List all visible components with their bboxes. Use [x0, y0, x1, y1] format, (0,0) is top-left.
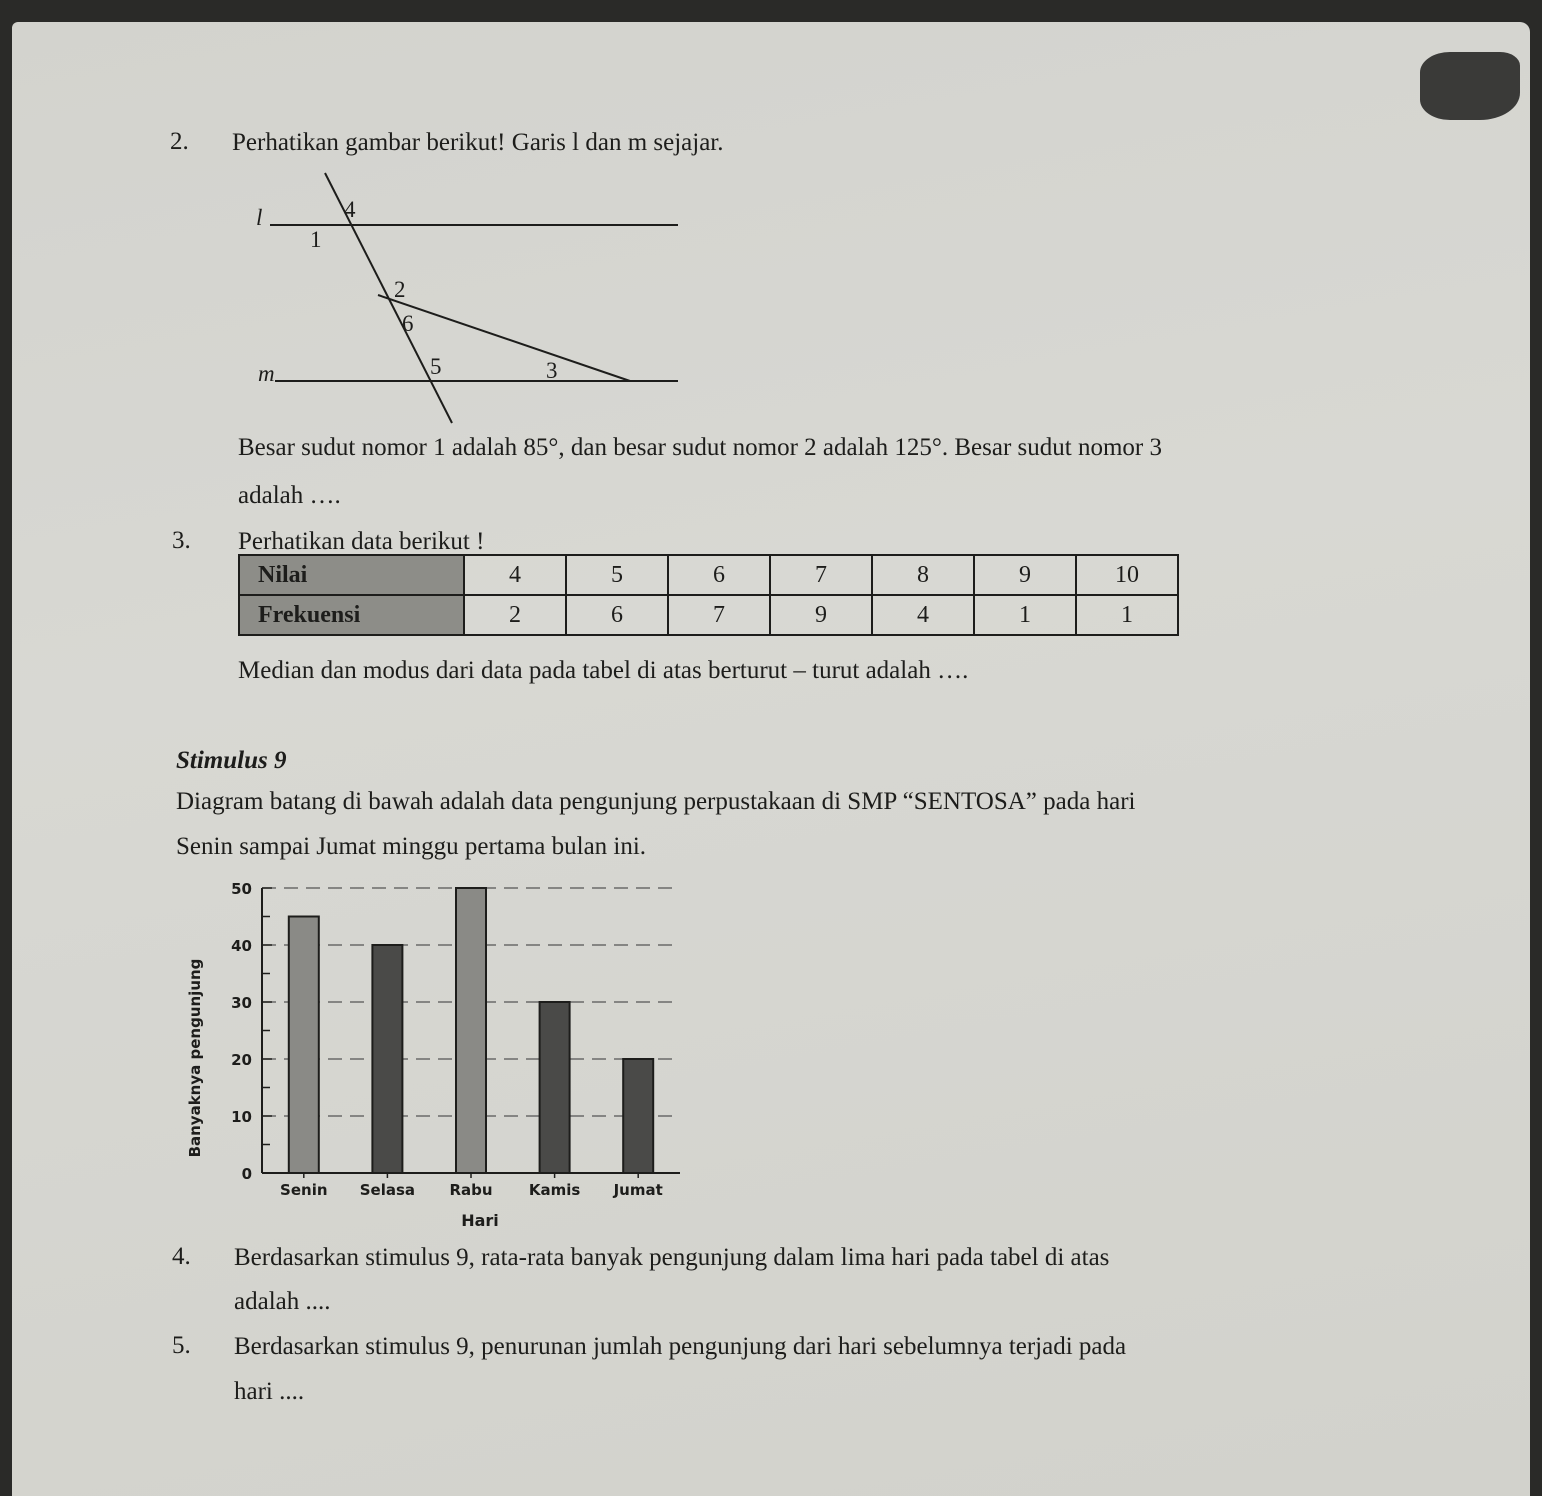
nilai-cell: 4 — [464, 555, 566, 595]
x-tick-label: Senin — [280, 1181, 328, 1199]
frekuensi-cell: 9 — [770, 595, 872, 635]
dark-corner-shape — [1420, 52, 1520, 120]
frekuensi-cell: 4 — [872, 595, 974, 635]
row-label-nilai: Nilai — [239, 555, 464, 595]
frekuensi-cell: 7 — [668, 595, 770, 635]
angle-6-label: 6 — [402, 311, 414, 336]
nilai-cell: 6 — [668, 555, 770, 595]
parallel-lines-figure — [240, 165, 700, 430]
frequency-table — [238, 554, 1179, 636]
label-l: l — [256, 205, 263, 230]
frekuensi-cell: 1 — [1076, 595, 1178, 635]
frekuensi-cell: 1 — [974, 595, 1076, 635]
row-label-frekuensi: Frekuensi — [239, 595, 464, 635]
nilai-cell: 9 — [974, 555, 1076, 595]
q3-question: Median dan modus dari data pada tabel di atas berturut – turut adalah …. — [238, 657, 969, 684]
q5-line1: Berdasarkan stimulus 9, penurunan jumlah pengunjung dari hari sebelumnya terjadi pada — [234, 1333, 1127, 1360]
q3-number: 3. — [172, 527, 191, 554]
nilai-cell: 8 — [872, 555, 974, 595]
q3-title: Perhatikan data berikut ! — [238, 528, 485, 555]
bar-selasa — [372, 945, 402, 1173]
q5-number: 5. — [172, 1332, 191, 1359]
table-row-nilai — [239, 555, 1178, 595]
stimulus-line1: Diagram batang di bawah adalah data pengunjung perpustakaan di SMP “SENTOSA” pada hari — [176, 788, 1136, 815]
bar-kamis — [540, 1002, 570, 1173]
bar-rabu — [456, 888, 486, 1173]
q2-body-line1: Besar sudut nomor 1 adalah 85°, dan besar sudut nomor 2 adalah 125°. Besar sudut nomor 3 — [238, 434, 1162, 461]
q2-number: 2. — [170, 128, 189, 155]
label-m: m — [258, 361, 275, 386]
q2-body-line2: adalah …. — [238, 482, 341, 509]
y-tick-label: 40 — [231, 937, 252, 955]
q4-number: 4. — [172, 1243, 191, 1270]
q5-line2: hari .... — [234, 1378, 305, 1405]
frekuensi-cell: 2 — [464, 595, 566, 635]
x-tick-label: Rabu — [449, 1181, 493, 1199]
x-tick-label: Kamis — [528, 1181, 581, 1199]
y-tick-label: 50 — [231, 880, 252, 898]
nilai-cell: 10 — [1076, 555, 1178, 595]
x-tick-label: Jumat — [613, 1181, 663, 1199]
y-tick-label: 30 — [231, 994, 252, 1012]
q2-title: Perhatikan gambar berikut! Garis l dan m sejajar. — [232, 129, 724, 156]
stimulus-heading: Stimulus 9 — [176, 747, 287, 774]
angle-1-label: 1 — [310, 227, 322, 252]
y-tick-label: 0 — [241, 1165, 252, 1183]
y-axis-label: Banyaknya pengunjung — [186, 958, 204, 1158]
angle-2-label: 2 — [394, 277, 406, 302]
transversal-2 — [378, 295, 630, 381]
frekuensi-cell: 6 — [566, 595, 668, 635]
q4-line1: Berdasarkan stimulus 9, rata-rata banyak pengunjung dalam lima hari pada tabel di atas — [234, 1244, 1110, 1271]
nilai-cell: 5 — [566, 555, 668, 595]
angle-5-label: 5 — [430, 354, 442, 379]
x-axis-label: Hari — [461, 1211, 499, 1230]
bar-jumat — [623, 1059, 653, 1173]
y-tick-label: 20 — [231, 1051, 252, 1069]
bar-senin — [289, 917, 319, 1174]
visitors-bar-chart — [170, 868, 710, 1238]
table-row-frekuensi — [239, 595, 1178, 635]
q4-line2: adalah .... — [234, 1288, 331, 1315]
angle-3-label: 3 — [546, 358, 558, 383]
y-tick-label: 10 — [231, 1108, 252, 1126]
angle-4-label: 4 — [344, 197, 356, 222]
x-tick-label: Selasa — [359, 1181, 416, 1199]
nilai-cell: 7 — [770, 555, 872, 595]
stimulus-line2: Senin sampai Jumat minggu pertama bulan ini. — [176, 833, 647, 860]
